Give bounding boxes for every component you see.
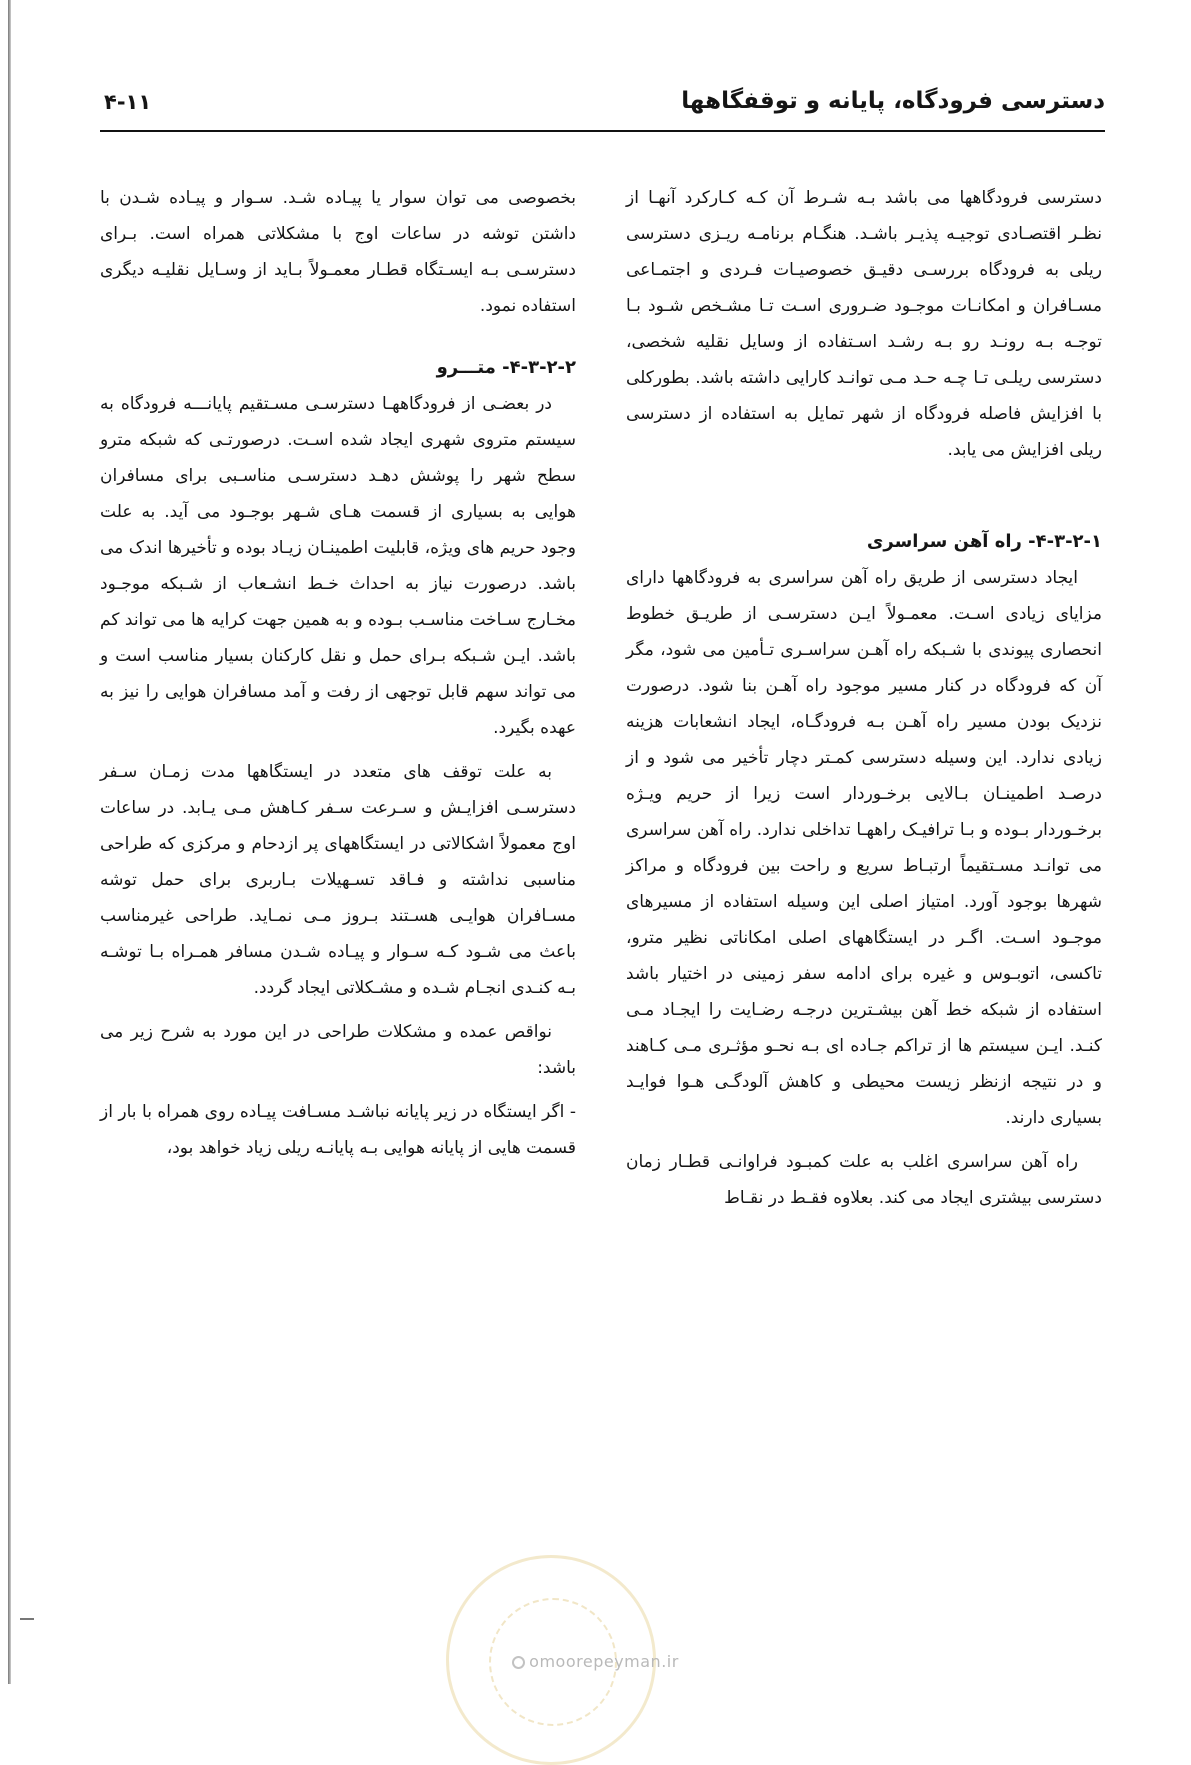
globe-icon xyxy=(512,1656,525,1669)
section-heading-metro: ۴-۳-۲-۲- متـــرو xyxy=(436,357,576,378)
right-column xyxy=(626,180,1102,1216)
section-heading-railway: ۴-۳-۲-۱- راه آهن سراسری xyxy=(866,531,1102,552)
watermark-url-text: omoorepeyman.ir xyxy=(529,1652,679,1671)
paragraph: در بعضـی از فرودگاههـا دسترسـی مسـتقیم پایانـــه فرودگاه به سیستم متروی شهری ایجاد شده اسـت. درصورتـی که شبکه مترو سطح شهر را پوشش دهـد دسترسـی مناسـبی برای مسافران هوایی به بسیاری از قسمت هـای شـهر بوجـود می آید. به علت وجود حریم های ویژه، قابلیت اطمینـان زیـاد بوده و تأخیرها اندک می باشد. درصورت نیاز به احداث خـط انشـعاب از شـبکه موجـود مخـارج سـاخت مناسـب بـوده و به همین جهت کرایه ها می تواند کم باشد. ایـن شـبکه بـرای حمل و نقل کارکنان بسیار مناسب است و می تواند سهم قابل توجهی از رفت و آمد مسافران هوایی را نیز به عهده بگیرد. xyxy=(100,394,576,738)
page-edge xyxy=(8,0,11,1684)
paragraph: راه آهن سراسری اغلب به علت کمبـود فراوانـی قطـار زمان دسترسی بیشتری ایجاد می کند. بعلاوه فقـط در نقـاط xyxy=(626,1152,1102,1208)
paragraph: ایجاد دسترسی از طریق راه آهن سراسری به فرودگاهها دارای مزایای زیادی اسـت. معمـولاً ایـن دسترسـی از طریـق خطوط انحصاری پیوندی با شـبکه راه آهـن سراسـری تـأمین می شود، مگر آن که فرودگاه در کنار مسیر موجود راه آهـن بنا شود. درصورت نزدیک بودن مسیر راه آهـن بـه فرودگـاه، ایجاد انشعابات هزینه زیادی ندارد. این وسیله دسترسی کمـتر دچار تأخیر می شود و از درصـد اطمینـان بـالایی برخـوردار است زیرا از حریم ویـژه برخـوردار بـوده و بـا ترافیـک راههـا تداخلی ندارد. راه آهن سراسری می توانـد مسـتقیماً ارتبـاط سریع و راحت بین فرودگاه و مراکز شهرها بوجود آورد. امتیاز اصلی این وسیله استفاده از مسیرهای موجـود اسـت. اگـر در ایستگاههای اصلی امکاناتی نظیر مترو، تاکسی، اتوبـوس و غیره برای ادامه سفر زمینی در اختیار باشد استفاده از شبکه خط آهن بیشـترین درجـه رضـایت را ایجـاد مـی کنـد. ایـن سیستم ها از تراکم جـاده ای بـه نحـو مؤثـری مـی کـاهند و در نتیجه ازنظر زیست محیطی و کاهش آلودگـی هـوا فوایـد بسیاری دارند. xyxy=(626,568,1102,1128)
watermark-url xyxy=(0,1652,1191,1671)
page-header xyxy=(100,80,1105,132)
page-number: ۴-۱۱ xyxy=(104,90,152,114)
bullet-item: - اگر ایستگاه در زیر پایانه نباشـد مسـافت پیـاده روی همراه با بار از قسمت هایی از پایانه هوایی بـه پایانـه ریلی زیاد خواهد بود، xyxy=(100,1102,576,1158)
paragraph: به علت توقف های متعدد در ایستگاهها مدت زمـان سـفر دسترسـی افزایـش و سـرعت سـفر کـاهش مـی یـابد. در ساعات اوج معمولاً اشکالاتی در ایستگاههای پر ازدحام و مرکزی که طراحی مناسبی نداشته و فـاقد تسـهیلات بـاربری برای حمل توشه مسـافران هوایـی هسـتند بـروز مـی نمـاید. طراحی غیرمناسب باعث می شـود کـه سـوار و پیـاده شـدن مسافر همـراه بـا توشـه بـه کنـدی انجـام شـده و مشـکلاتی ایجاد گردد. xyxy=(100,762,576,998)
paragraph: دسترسی فرودگاهها می باشد بـه شـرط آن کـه کـارکرد آنهـا از نظـر اقتصـادی توجیـه پذیـر باشـد. هنگـام برنامـه ریـزی دسترسی ریلی به فرودگاه بررسـی دقیـق خصوصیـات فـردی و اجتمـاعی مسـافران و امکانـات موجـود ضـروری اسـت تـا مشـخص شـود بـا توجـه بـه رونـد رو بـه رشـد اسـتفاده از وسایل نقلیه شخصی، دسترسی ریلـی تـا چـه حـد مـی توانـد کارایی داشته باشد. بطورکلی با افزایش فاصله فرودگاه از شهر تمایل به استفاده از دسترسی ریلی افزایش می یابد. xyxy=(626,188,1102,460)
paragraph: بخصوصی می توان سوار یا پیـاده شـد. سـوار و پیـاده شـدن با داشتن توشه در ساعات اوج با مشکلاتی همراه است. بـرای دسترسـی بـه ایسـتگاه قطـار معمـولاً بـاید از وسـایل نقلیـه دیگری استفاده نمود. xyxy=(100,188,576,316)
paragraph: نواقص عمده و مشکلات طراحی در این مورد به شرح زیر می باشد: xyxy=(100,1022,576,1078)
left-column xyxy=(100,180,576,1166)
margin-mark xyxy=(20,1618,34,1620)
running-title: دسترسی فرودگاه، پایانه و توقفگاهها xyxy=(681,88,1105,114)
